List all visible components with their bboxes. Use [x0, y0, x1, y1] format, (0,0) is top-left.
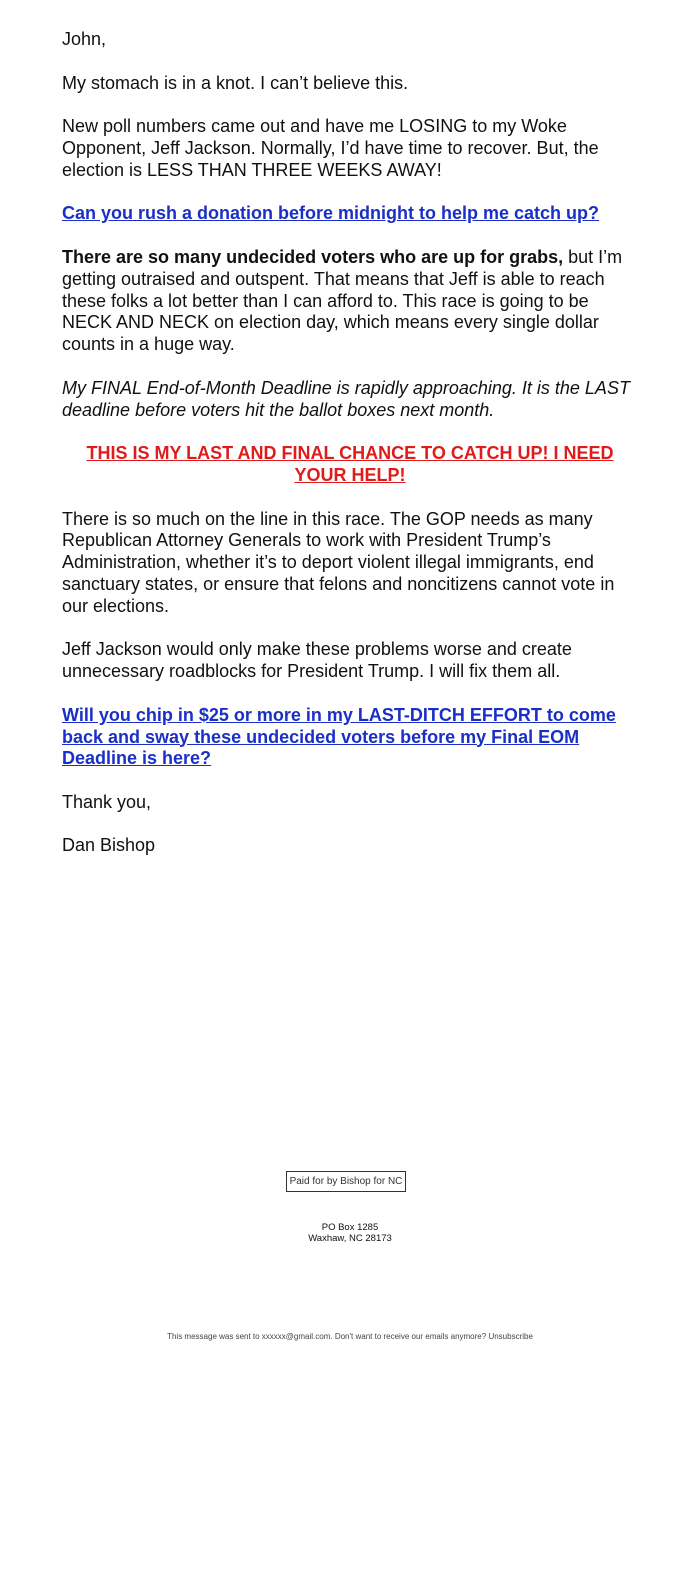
footer-sent-to-text: This message was sent to xxxxxx@gmail.com. Don't want to receive our emails anymore? — [167, 1332, 487, 1341]
greeting: John, — [62, 29, 107, 49]
chip-in-link-paragraph — [62, 705, 638, 770]
rush-donation-link[interactable]: Can you rush a donation before midnight to help me catch up? — [62, 203, 600, 224]
paragraph-poll-numbers: New poll numbers came out and have me LOSING to my Woke Opponent, Jeff Jackson. Normally, I’d have time to recover. But, the election is LESS THAN THREE WEEKS AWAY! — [62, 116, 599, 180]
urgent-help-link[interactable]: THIS IS MY LAST AND FINAL CHANCE TO CATCH UP! I NEED YOUR HELP! — [86, 443, 614, 485]
chip-in-donation-link[interactable]: Will you chip in $25 or more in my LAST-DITCH EFFORT to come back and sway these undecided voters before my Final EOM Deadline is here? — [62, 704, 616, 769]
paragraph-undecided-voters — [62, 247, 638, 356]
paragraph-jeff-jackson: Jeff Jackson would only make these problems worse and create unnecessary roadblocks for President Trump. I will fix them all. — [62, 639, 572, 682]
paragraph-deadline: My FINAL End-of-Month Deadline is rapidly approaching. It is the LAST deadline before voters hit the ballot boxes next month. — [62, 377, 630, 420]
urgent-link-paragraph — [62, 443, 638, 487]
donation-link-paragraph — [62, 203, 638, 225]
paragraph-gop-needs: There is so much on the line in this race. The GOP needs as many Republican Attorney Generals to work with President Trump’s Administration, whether it’s to deport violent illegal immigrants, end sanctuary states, or ensure that felons and noncitizens cannot vote in our elections. — [62, 508, 615, 616]
paid-for-disclaimer: Paid for by Bishop for NC — [286, 1171, 406, 1192]
address-line-1: PO Box 1285 — [321, 1222, 379, 1233]
email-footer — [0, 1332, 700, 1342]
signature: Dan Bishop — [62, 835, 156, 856]
undecided-voters-text: but I’m getting outraised and outspent. That means that Jeff is able to reach these folks a lot better than I can afford to. This race is going to be NECK AND NECK on election day, which means every single dollar counts in a huge way. — [62, 246, 623, 355]
email-body — [62, 29, 638, 879]
undecided-voters-emphasis: There are so many undecided voters who are up for grabs, — [62, 246, 564, 267]
paragraph-stomach: My stomach is in a knot. I can’t believe this. — [62, 72, 409, 93]
address-line-2: Waxhaw, NC 28173 — [308, 1232, 392, 1244]
mailing-address — [0, 1223, 700, 1244]
signoff: Thank you, — [62, 791, 152, 812]
unsubscribe-link[interactable]: Unsubscribe — [488, 1332, 533, 1341]
